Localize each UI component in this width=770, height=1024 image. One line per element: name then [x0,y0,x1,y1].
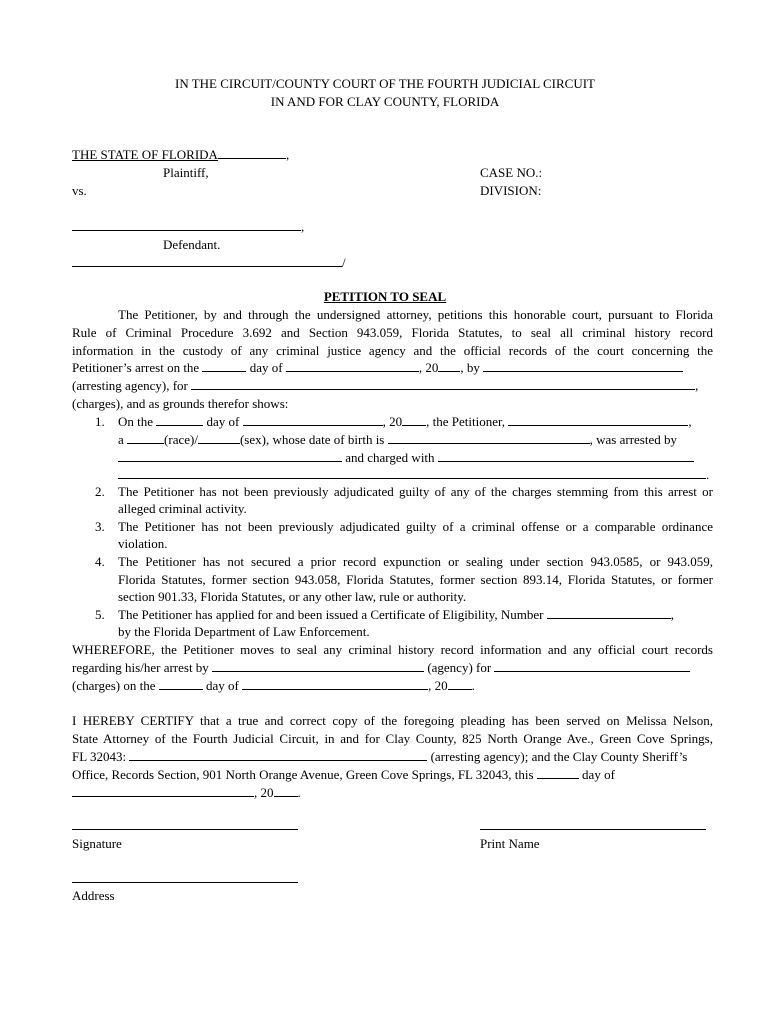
print-name-label: Print Name [480,836,540,851]
intro-line4: Petitioner’s arrest on the day of , 20 , by [72,359,683,377]
certificate-line5: , 20 . [72,784,301,802]
wherefore-month-blank[interactable] [242,677,428,690]
item1-charges-continued-blank[interactable] [118,466,706,479]
wherefore-line3: (charges) on the day of , 20 . [72,678,475,693]
caption-closing-line: / [72,254,346,272]
item1-month-blank[interactable] [243,413,383,426]
certificate-number-blank[interactable] [547,606,671,619]
court-header-line2: IN AND FOR CLAY COUNTY, FLORIDA [270,94,500,109]
wherefore-day-blank[interactable] [159,677,203,690]
item-1-line1: On the day of , 20 , the Petitioner, , [118,414,692,429]
certificate-line2: State Attorney of the Fourth Judicial Circuit, in and for Clay County, 825 North Orange Ave., Green Cove Springs, [72,731,713,746]
plaintiff-blank[interactable] [218,146,286,159]
intro-line3: information in the custody of any criminal justice agency and the official records of the court concerning the [72,343,713,358]
charges-blank[interactable] [191,377,695,390]
division-label: DIVISION: [480,183,542,198]
sex-blank[interactable] [198,431,240,444]
intro-line2: Rule of Criminal Procedure 3.692 and Section 943.059, Florida Statutes, to seal all criminal history record [72,325,713,340]
plaintiff-name: THE STATE OF FLORIDA [72,147,218,162]
arrest-day-blank[interactable] [202,359,246,372]
signature-line[interactable] [72,829,298,830]
caption-closing-blank [72,254,342,267]
item-4-line1: The Petitioner has not secured a prior record expunction or sealing under section 943.0585, or 943.059, [118,554,713,569]
item-4-number: 4. [95,554,105,569]
item-1-line4: . [118,466,709,484]
arresting-agency-blank[interactable] [483,359,683,372]
certificate-line4: Office, Records Section, 901 North Orange Avenue, Green Cove Springs, FL 32043, this day of [72,767,615,782]
intro-line1: The Petitioner, by and through the undersigned attorney, petitions this honorable court, pursuant to Florida [118,307,713,322]
item-3-number: 3. [95,519,105,534]
item-3-line2: violation. [118,536,168,551]
plaintiff-label: Plaintiff, [163,165,209,180]
intro-line6: (charges), and as grounds therefor shows: [72,396,289,411]
certificate-agency-blank[interactable] [129,748,427,761]
item-1-line3: and charged with [118,449,694,467]
arrest-month-blank[interactable] [286,359,419,372]
case-no-label: CASE NO.: [480,165,543,180]
item1-charges-blank[interactable] [438,449,694,462]
item-4-line2: Florida Statutes, former section 943.058, Florida Statutes, former section 893.14, Florida Statutes, or former [118,572,713,587]
defendant-name-blank[interactable] [72,218,301,231]
item1-year-blank[interactable] [402,413,426,426]
address-line[interactable] [72,882,298,883]
date-of-birth-blank[interactable] [388,431,590,444]
item-1-number: 1. [95,414,105,429]
defendant-line: , [72,218,304,236]
plaintiff-line: THE STATE OF FLORIDA , [72,147,290,162]
item-5-line2: by the Florida Department of Law Enforcement. [118,624,370,639]
signature-label: Signature [72,836,122,851]
item-4-line3: section 901.33, Florida Statutes, or any other law, rule or authority. [118,589,467,604]
item-5-number: 5. [95,607,105,622]
certificate-year-blank[interactable] [274,784,298,797]
vs-label: vs. [72,183,87,198]
address-label: Address [72,888,115,903]
document-title: PETITION TO SEAL [323,289,447,304]
item-1-line2: a (race)/ (sex), whose date of birth is , was arrested by [118,432,677,447]
certificate-line3: FL 32043: (arresting agency); and the Clay County Sheriff’s [72,749,688,764]
petitioner-name-blank[interactable] [508,413,688,426]
certificate-month-blank[interactable] [72,784,254,797]
defendant-label: Defendant. [163,237,221,252]
wherefore-line1: WHEREFORE, the Petitioner moves to seal any criminal history record information and any official court records [72,642,713,657]
wherefore-charges-blank[interactable] [494,659,690,672]
certificate-day-blank[interactable] [537,766,579,779]
wherefore-line2: regarding his/her arrest by (agency) for [72,659,690,677]
item-2-line2: alleged criminal activity. [118,501,247,516]
item-3-line1: The Petitioner has not been previously adjudicated guilty of a criminal offense or a comparable ordinance [118,519,713,534]
intro-line5: (arresting agency), for , [72,378,699,393]
race-blank[interactable] [127,431,164,444]
item1-day-blank[interactable] [156,413,203,426]
wherefore-year-blank[interactable] [448,677,472,690]
item-2-line1: The Petitioner has not been previously adjudicated guilty of any of the charges stemming from this arrest or [118,484,713,499]
arrest-year-blank[interactable] [438,359,460,372]
item1-agency-blank[interactable] [118,449,342,462]
print-name-line[interactable] [480,829,706,830]
item-2-number: 2. [95,484,105,499]
certificate-line1: I HEREBY CERTIFY that a true and correct copy of the foregoing pleading has been served on Melissa Nelson, [72,713,713,728]
item-5-line1: The Petitioner has applied for and been issued a Certificate of Eligibility, Number , [118,607,675,622]
court-header-line1: IN THE CIRCUIT/COUNTY COURT OF THE FOURTH JUDICIAL CIRCUIT [175,76,595,91]
wherefore-agency-blank[interactable] [212,659,424,672]
